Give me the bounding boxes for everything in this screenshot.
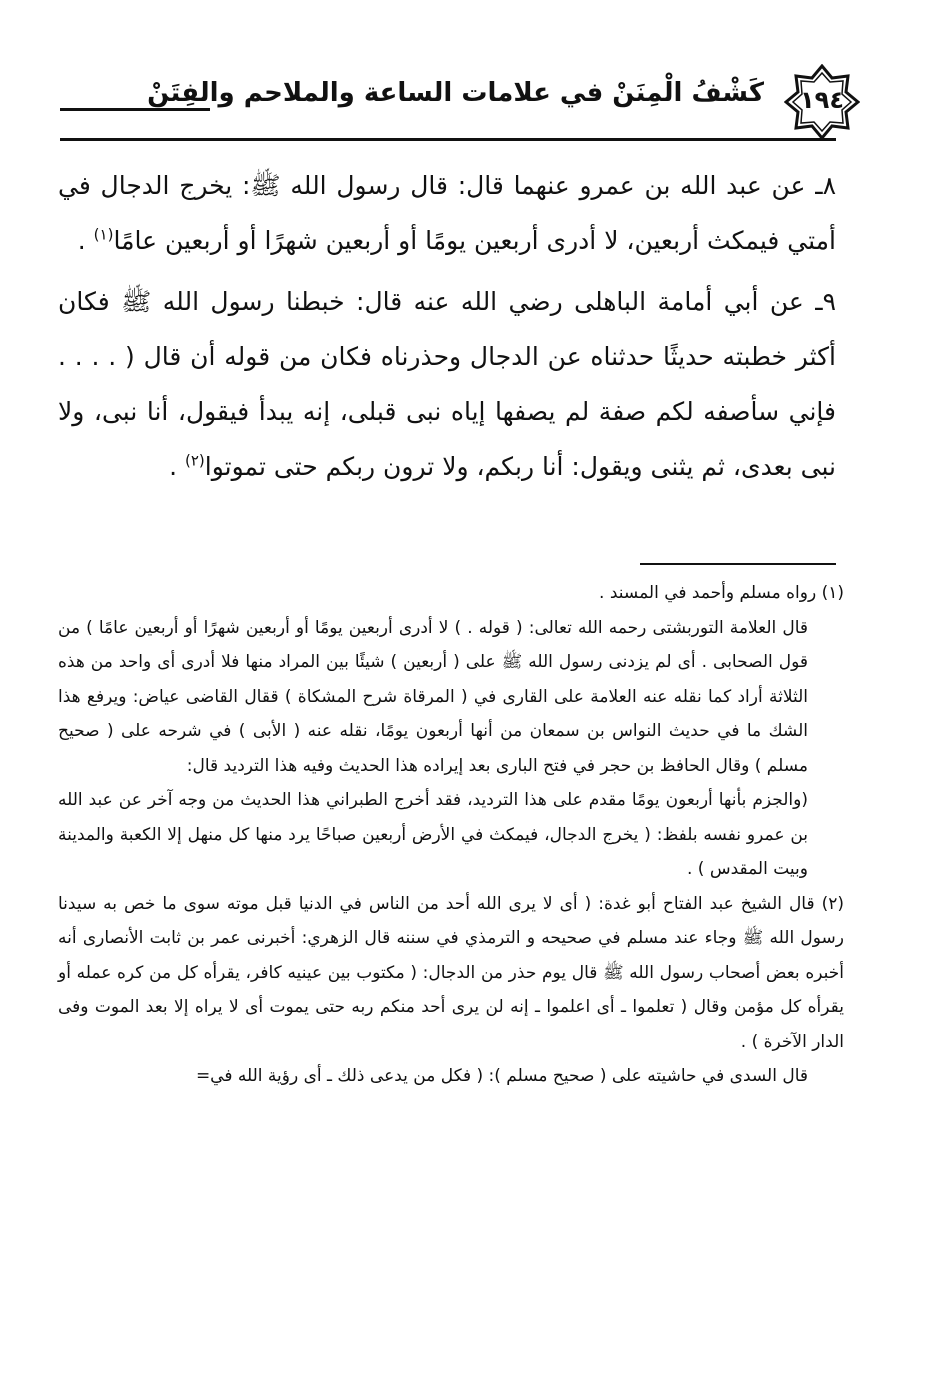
- footnotes: [58, 576, 844, 1094]
- hadith-8: [58, 158, 836, 268]
- footnote-1-quote: (والجزم بأنها أربعون يومًا مقدم على هذا الترديد، فقد أخرج الطبراني هذا الحديث من وجه آخر عن عبد الله بن عمرو نفسه بلفظ: ( يخرج الدجال، فيمكث في الأرض أربعين صباحًا يرد منها كل منهل إلا الكعبة والمدينة وبيت المقدس ) .: [58, 790, 808, 879]
- footnote-separator: [640, 563, 836, 565]
- footnote-2: (٢) قال الشيخ عبد الفتاح أبو غدة: ( أى لا يرى الله أحد من الناس في الدنيا قبل موته سوى ما خص به سيدنا رسول الله ﷺ وجاء عند مسلم في صحيحه و الترمذي في سننه قال الزهري: أخبرنى عمر بن ثابت الأنصارى أنه أخبره بعض أصحاب رسول الله ﷺ قال يوم حذر من الدجال: ( مكتوب بين عينيه كافر، يقرأه كل من كره عمله أو يقرأه كل مؤمن وقال ( تعلموا ـ أى اعلموا ـ إنه لن يرى أحد منكم ربه حتى يموت أى لا يراه إلا بعد الموت وفى الدار الآخرة ) .: [58, 893, 844, 1052]
- hadith-8-text: ٨ـ عن عبد الله بن عمرو عنهما قال: قال رسول الله ﷺ: يخرج الدجال في أمتي فيمكث أربعين، لا أدرى أربعين يومًا أو أربعين شهرًا أو أربعين عامًا: [58, 171, 836, 255]
- page-header: [60, 60, 860, 140]
- main-text: [58, 158, 836, 500]
- page-number-badge: [784, 64, 860, 140]
- hadith-9-end: .: [169, 452, 185, 481]
- title-rule: [60, 108, 210, 111]
- running-title: كَشْفُ الْمِنَنْ في علامات الساعة والملاحم والفِتَنْ: [147, 78, 764, 108]
- hadith-9-text: ٩ـ عن أبي أمامة الباهلى رضي الله عنه قال: خبطنا رسول الله ﷺ فكان أكثر خطبته حديثًا حدثناه عن الدجال وحذرناه فكان من قوله أن قال ( . . . . فإني سأصفه لكم صفة لم يصفها إياه نبى قبلى، إنه يبدأ فيقول، أنا نبى، ولا نبى بعدى، ثم يثنى ويقول: أنا ربكم، ولا ترون ربكم حتى تموتوا: [58, 287, 836, 481]
- footnote-ref-2[interactable]: (٢): [184, 451, 205, 470]
- hadith-8-end: .: [77, 226, 94, 255]
- footnote-1-body: قال العلامة التوربشتى رحمه الله تعالى: ( قوله . ) لا أدرى أربعين يومًا أو أربعين شهرًا أو أربعين عامًا ) من قول الصحابى . أى لم يزدنى رسول الله ﷺ على ( أربعين ) شيئًا بين المراد منها فلا أدرى أى واحد من هذه الثلاثة أراد كما نقله عنه العلامة على القارى في ( المرقاة شرح المشكاة ) ققال القاضى عياض: ويرفع هذا الشك ما في حديث النواس بن سمعان من أنها أربعون يومًا، نقله عنه ( الأبى ) في شرحه على ( صحيح مسلم ) وقال الحافظ بن حجر في فتح البارى بعد إيراده هذا الحديث وفيه هذا الترديد قال:: [58, 617, 808, 776]
- hadith-9: [58, 274, 836, 494]
- page-number: ١٩٤: [800, 86, 844, 114]
- header-divider: [60, 138, 836, 141]
- footnote-2-continued: قال السدى في حاشيته على ( صحيح مسلم ): ( فكل من يدعى ذلك ـ أى رؤية الله في=: [195, 1066, 808, 1086]
- footnote-ref-1[interactable]: (١): [93, 225, 114, 244]
- footnote-1-head: (١) رواه مسلم وأحمد في المسند .: [599, 583, 844, 603]
